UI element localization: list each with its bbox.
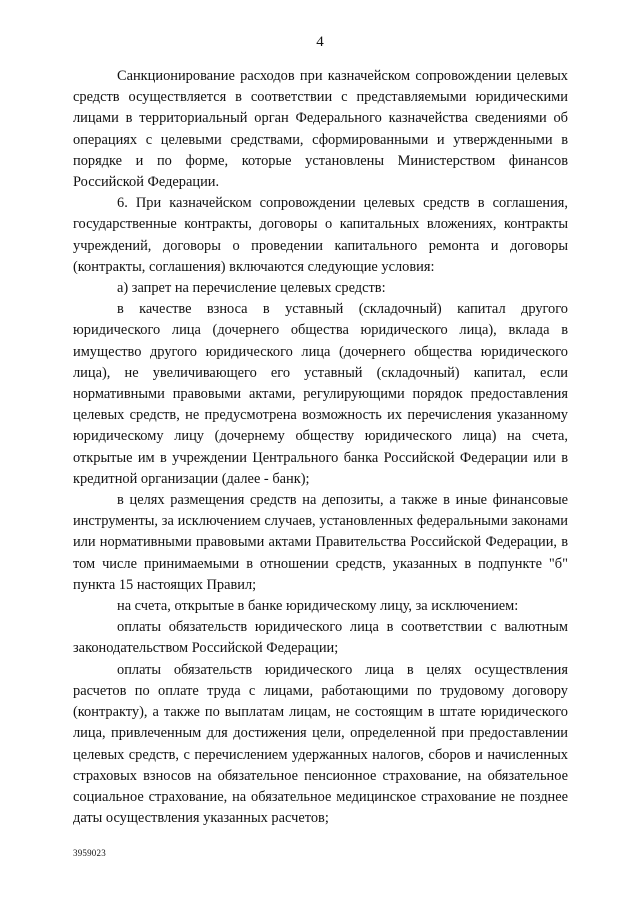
paragraph-bank-accounts: на счета, открытые в банке юридическому лицу, за исключением: — [117, 598, 519, 615]
paragraph-sanction: Санкционирование расходов при казначейском сопровождении целевых средств осуществляется в соответствии с представляемыми юридическими лицами в территориальный орган Федерального казначейства сведениями об операциях с целевыми средствами, сформированными и утвержденными в порядке и по форме, которые установлены Министерством финансов Российской Федерации. — [73, 68, 568, 191]
document-body — [73, 66, 568, 829]
paragraph-item-6: 6. При казначейском сопровождении целевых средств в соглашения, государственные контракты, договоры о капитальных вложениях, контракты учреждений, договоры о проведении капитального ремонта и договоры (контракты, соглашения) включаются следующие условия: — [73, 195, 568, 275]
paragraph-subitem-a: а) запрет на перечисление целевых средств: — [117, 280, 386, 297]
paragraph-capital-contribution: в качестве взноса в уставный (складочный) капитал другого юридического лица (дочернего общества юридического лица), вклада в имущество другого юридического лица (дочернего общества юридического лица), не увеличивающего его уставный (складочный) капитал, если нормативными правовыми актами, регулирующими порядок предоставления целевых средств, не предусмотрена возможность их перечисления указанному юридическому лицу (дочернему обществу юридического лица) на счета, открытые им в учреждении Центрального банка Российской Федерации или в кредитной организации (далее - банк); — [73, 301, 568, 487]
paragraph-payroll-obligations: оплаты обязательств юридического лица в целях осуществления расчетов по оплате труда с лицами, работающими по трудовому договору (контракту), а также по выплатам лицам, не состоящим в штате юридического лица, привлеченным для достижения цели, определенной при предоставлении целевых средств, с перечислением удержанных налогов, сборов и начисленных страховых взносов на обязательное пенсионное страхование, на обязательное социальное страхование, на обязательное медицинское страхование не позднее даты осуществления указанных расчетов; — [73, 661, 568, 827]
paragraph-deposits: в целях размещения средств на депозиты, а также в иные финансовые инструменты, за исключением случаев, установленных федеральными законами или нормативными правовыми актами Правительства Российской Федерации, в том числе принимаемыми в отношении средств, указанных в подпункте "б" пункта 15 настоящих Правил; — [73, 492, 568, 593]
document-code: 3959023 — [73, 848, 106, 858]
page-number: 4 — [316, 34, 324, 50]
paragraph-currency-obligations: оплаты обязательств юридического лица в соответствии с валютным законодательством Российской Федерации; — [73, 619, 568, 657]
